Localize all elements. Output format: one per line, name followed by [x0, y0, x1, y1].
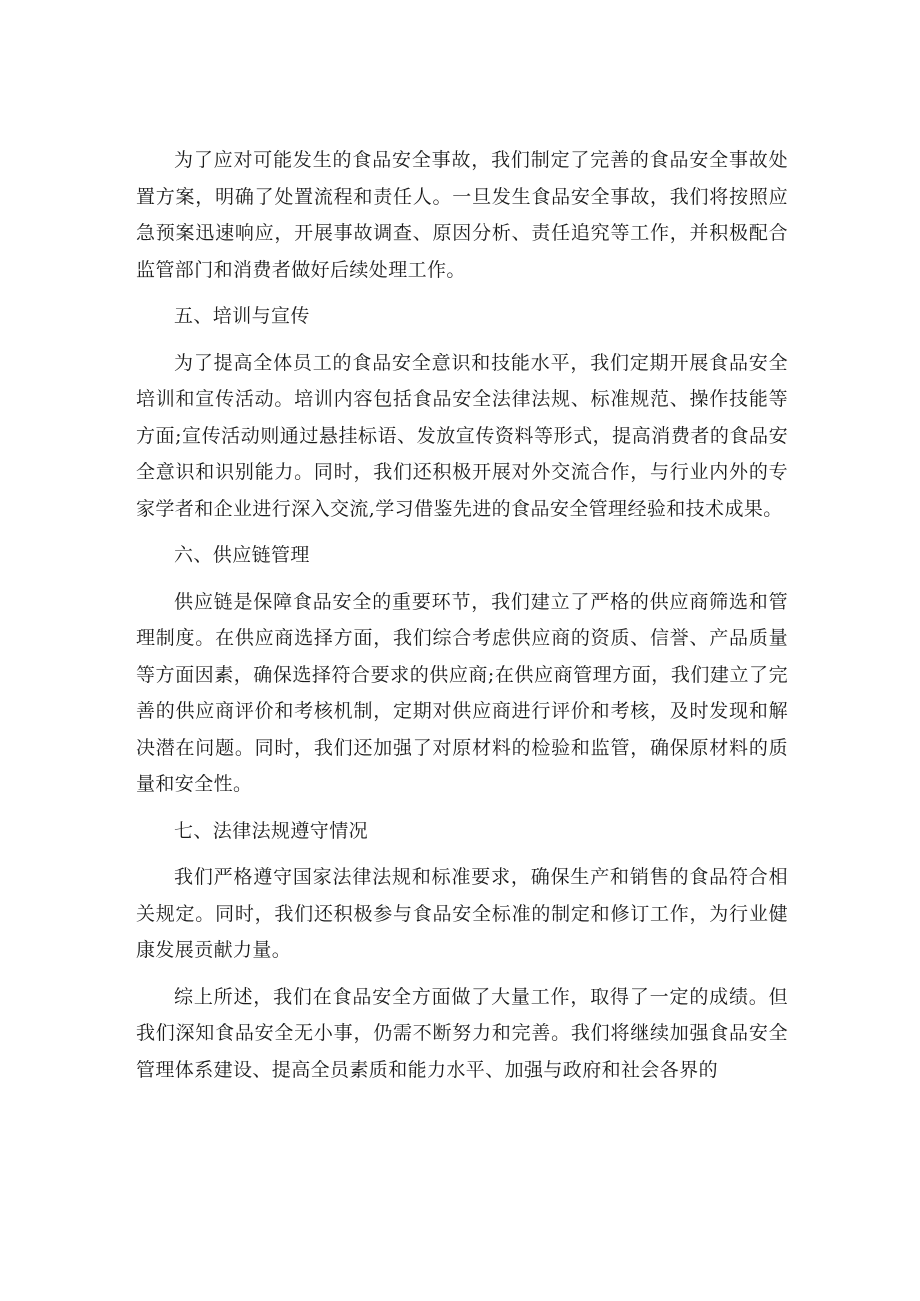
- document-body: [136, 142, 788, 1088]
- section-heading-legal-compliance: 七、法律法规遵守情况: [174, 819, 369, 842]
- section-heading-training: 五、培训与宣传: [174, 305, 310, 327]
- paragraph-legal-compliance: 我们严格遵守国家法律法规和标准要求，确保生产和销售的食品符合相关规定。同时，我们还积极参与食品安全标准的制定和修订工作，为行业健康发展贡献力量。: [136, 866, 788, 961]
- paragraph-incident-response: 为了应对可能发生的食品安全事故，我们制定了完善的食品安全事故处置方案，明确了处置流程和责任人。一旦发生食品安全事故，我们将按照应急预案迅速响应，开展事故调查、原因分析、责任追究等工作，并积极配合监管部门和消费者做好后续处理工作。: [136, 149, 788, 281]
- paragraph-training: 为了提高全体员工的食品安全意识和技能水平，我们定期开展食品安全培训和宣传活动。培训内容包括食品安全法律法规、标准规范、操作技能等方面;宣传活动则通过悬挂标语、发放宣传资料等形式，提高消费者的食品安全意识和识别能力。同时，我们还积极开展对外交流合作，与行业内外的专家学者和企业进行深入交流,学习借鉴先进的食品安全管理经验和技术成果。: [136, 351, 788, 520]
- paragraph-supply-chain: 供应链是保障食品安全的重要环节，我们建立了严格的供应商筛选和管理制度。在供应商选择方面，我们综合考虑供应商的资质、信誉、产品质量等方面因素，确保选择符合要求的供应商;在供应商管理方面，我们建立了完善的供应商评价和考核机制，定期对供应商进行评价和考核，及时发现和解决潜在问题。同时，我们还加强了对原材料的检验和监管，确保原材料的质量和安全性。: [136, 590, 788, 795]
- section-heading-supply-chain: 六、供应链管理: [174, 544, 310, 566]
- paragraph-summary: 综上所述，我们在食品安全方面做了大量工作，取得了一定的成绩。但我们深知食品安全无小事，仍需不断努力和完善。我们将继续加强食品安全管理体系建设、提高全员素质和能力水平、加强与政府和社会各界的: [136, 985, 788, 1081]
